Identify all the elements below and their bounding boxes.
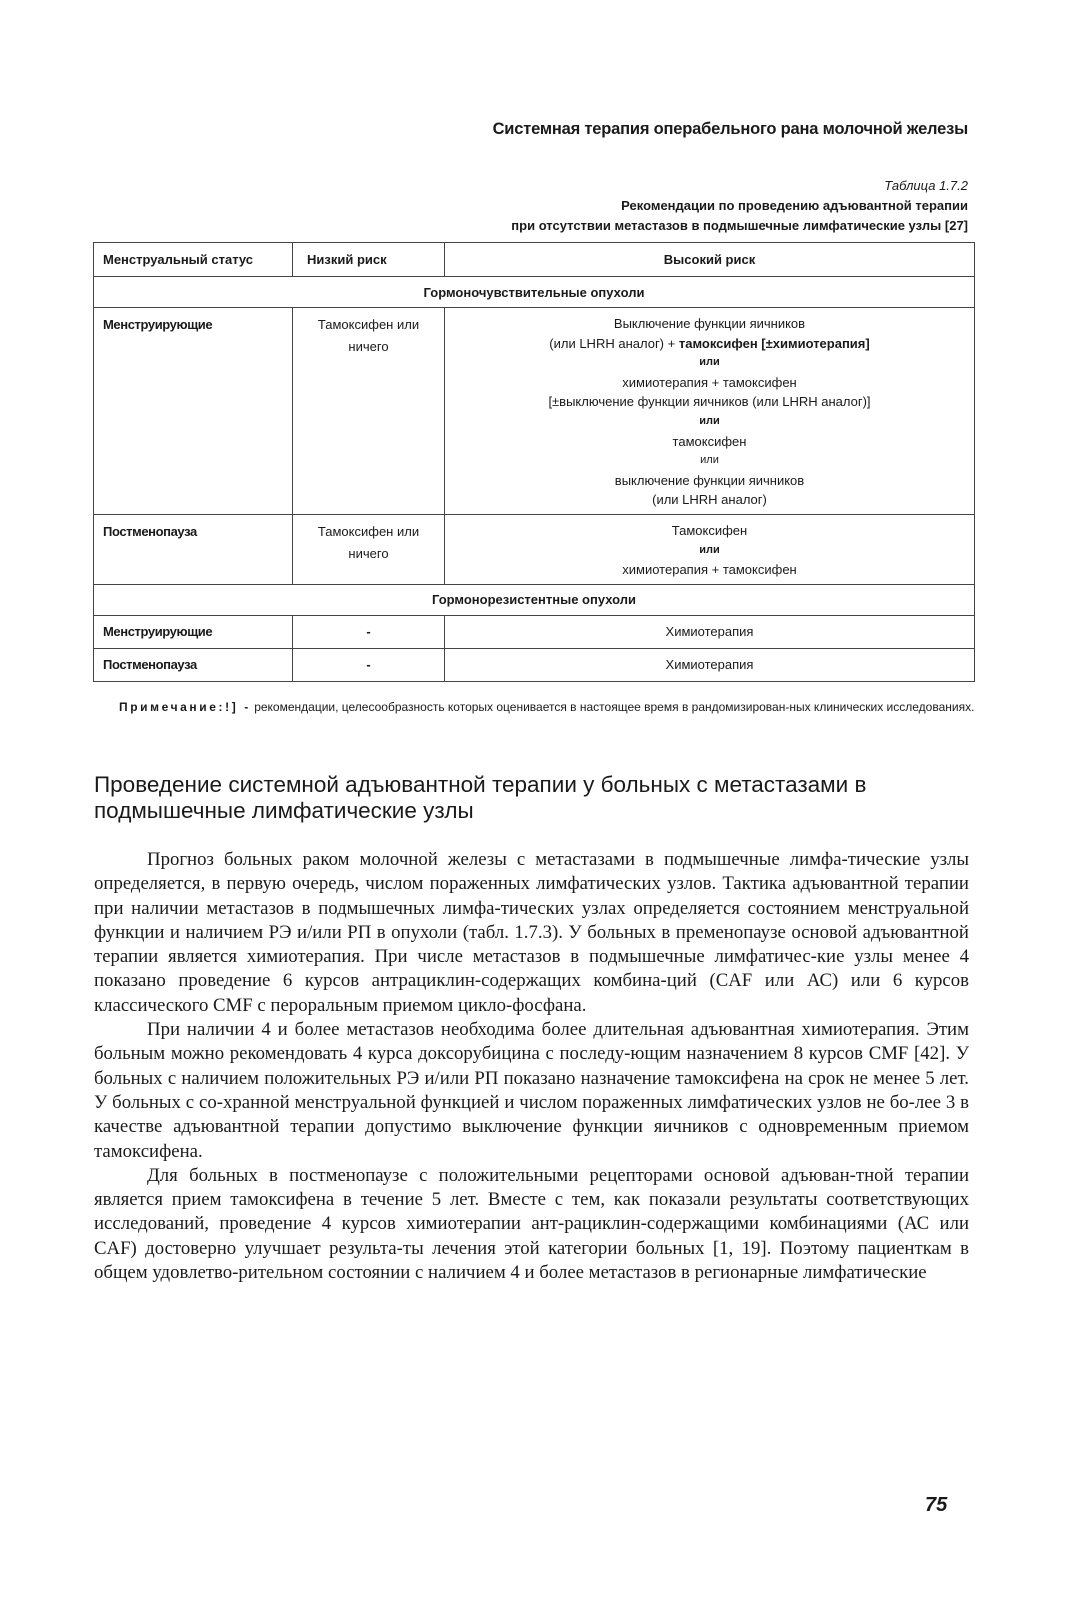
table-row (94, 648, 975, 681)
table-row (94, 308, 975, 515)
high-risk-line (445, 334, 974, 354)
table-row (94, 615, 975, 648)
high-risk-line: химиотерапия + тамоксифен (622, 374, 797, 390)
header-high-risk: Высокий риск (445, 243, 975, 277)
high-risk-line: выключение функции яичников (614, 472, 805, 488)
table-note (93, 697, 975, 717)
body-text (94, 848, 969, 1285)
high-risk-cell (445, 308, 975, 515)
high-risk-cell: Химиотерапия (445, 615, 975, 648)
section-title: Проведение системной адъювантной терапии у больных с метастазами в подмышечные лимфатические узлы (94, 772, 867, 823)
low-risk-cell (293, 308, 445, 515)
note-label: Примечание:!] - (119, 700, 251, 714)
low-risk-line: ничего (348, 339, 389, 354)
high-risk-cell (445, 514, 975, 584)
status-cell: Менструирующие (94, 308, 293, 515)
high-risk-line: Тамоксифен (671, 522, 748, 538)
table-header-row (94, 243, 975, 277)
header-menstrual-status: Менструальный статус (94, 243, 293, 277)
table-caption (268, 176, 968, 236)
table-row (94, 514, 975, 584)
high-risk-line: тамоксифен (672, 433, 747, 449)
note-text: рекомендации, целесообразность которых оценивается в настоящее время в рандомизирован-ных клинических исследованиях. (254, 700, 975, 714)
low-risk-line: ничего (348, 545, 389, 561)
or-separator: или (699, 356, 720, 369)
paragraph: Для больных в постменопаузе с положительными рецепторами основой адъюван-тной терапии является прием тамоксифена в течение 5 лет. Вместе с тем, как показали результаты соответствующих исследований, проведение 4 курсов химиотерапии ант-рациклин-содержащими комбинациями (АС или CAF) достоверно улучшает результа-ты лечения этой категории больных [1, 19]. Поэтому пациенткам в общем удовлетво-рительном состоянии с наличием 4 и более метастазов в регионарные лимфатические (94, 1164, 969, 1284)
low-risk-line: Тамоксифен или (317, 523, 420, 539)
low-risk-line: Тамоксифен или (317, 317, 420, 332)
high-risk-fragment-bold: тамоксифен [±химиотерапия] (678, 335, 870, 351)
high-risk-fragment: (или LHRH аналог) + (549, 335, 676, 351)
page-number: 75 (925, 1494, 948, 1516)
low-risk-cell: - (293, 615, 445, 648)
header-low-risk: Низкий риск (293, 243, 445, 277)
running-head: Системная терапия операбельного рана молочной железы (492, 120, 968, 138)
high-risk-line: [±выключение функции яичников (или LHRH аналог)] (548, 394, 871, 410)
group-row-hormone-sensitive (94, 277, 975, 308)
paragraph: Прогноз больных раком молочной железы с метастазами в подмышечные лимфа-тические узлы определяется, в первую очередь, числом пораженных лимфатических узлов. Тактика адъювантной терапии при наличии метастазов в подмышечных лимфа-тических узлах определяется состоянием менструальной функции и наличием РЭ и/или РП в опухоли (табл. 1.7.3). У больных в пременопаузе основой адъювантной терапии является химиотерапия. При числе метастазов в подмышечные лимфатичес-кие узлы менее 4 показано проведение 6 курсов антрациклин-содержащих комбина-ций (CAF или АС) или 6 курсов классического CMF с пероральным приемом цикло-фосфана. (94, 849, 969, 1016)
status-cell: Постменопауза (94, 648, 293, 681)
or-separator: или (700, 454, 719, 467)
high-risk-line: химиотерапия + тамоксифен (622, 562, 797, 578)
status-cell: Менструирующие (94, 615, 293, 648)
or-separator: или (699, 414, 720, 427)
group-row-hormone-resistant (94, 584, 975, 615)
paragraph: При наличии 4 и более метастазов необходима более длительная адъювантная химиотерапия. Этим больным можно рекомендовать 4 курса доксорубицина с последу-ющим назначением 8 курсов CMF [42]. У больных с наличием положительных РЭ и/или РП показано назначение тамоксифена на срок не менее 5 лет. У больных с со-хранной менструальной функцией и числом пораженных лимфатических узлов не бо-лее 3 в качестве адъювантной терапии допустимо выключение функции яичников с одновременным приемом тамоксифена. (94, 1019, 969, 1162)
high-risk-line: (или LHRH аналог) (652, 492, 767, 508)
high-risk-cell: Химиотерапия (445, 648, 975, 681)
table-title-line1: Рекомендации по проведению адъювантной терапии (621, 198, 968, 213)
group-hormone-resistant: Гормонорезистентные опухоли (94, 584, 975, 615)
or-separator: или (699, 543, 720, 556)
recommendations-table (93, 242, 975, 682)
low-risk-cell: - (293, 648, 445, 681)
group-hormone-sensitive: Гормоночувствительные опухоли (94, 277, 975, 308)
table-title-line2: при отсутствии метастазов в подмышечные лимфатические узлы [27] (511, 218, 968, 233)
low-risk-cell (293, 514, 445, 584)
high-risk-line: Выключение функции яичников (613, 316, 806, 331)
table-number: Таблица 1.7.2 (884, 178, 968, 193)
status-cell: Постменопауза (94, 514, 293, 584)
